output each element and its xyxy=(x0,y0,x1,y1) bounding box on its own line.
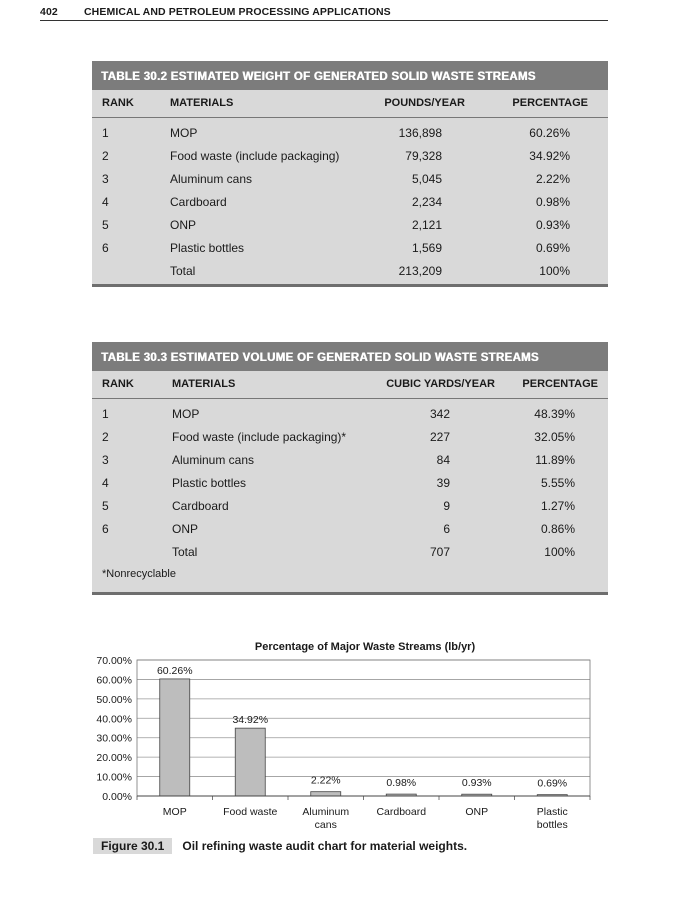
table-row xyxy=(92,168,608,191)
x-tick-label: Plastic xyxy=(536,806,568,818)
x-tick-label: Food waste xyxy=(223,806,278,818)
material-cell: Food waste (include packaging) xyxy=(170,149,340,163)
table-header-row xyxy=(92,371,608,399)
column-header-rank: RANK xyxy=(102,378,134,390)
material-cell: ONP xyxy=(172,522,199,536)
column-header-pounds: POUNDS/YEAR xyxy=(384,97,465,109)
amount-cell: 342 xyxy=(429,407,450,421)
table-row xyxy=(92,145,608,168)
y-tick-label: 20.00% xyxy=(96,752,132,765)
amount-cell: 6 xyxy=(443,522,450,536)
table-row xyxy=(92,122,608,145)
material-cell: ONP xyxy=(170,218,197,232)
x-tick-label: cans xyxy=(314,819,337,831)
material-cell: Plastic bottles xyxy=(170,241,245,255)
y-tick-label: 40.00% xyxy=(96,713,132,726)
rank-cell: 3 xyxy=(102,453,109,467)
material-cell: Plastic bottles xyxy=(172,476,247,490)
page-number: 402 xyxy=(40,6,58,18)
y-tick-label: 30.00% xyxy=(96,732,132,745)
material-cell: Total xyxy=(170,264,196,278)
x-tick-label: Aluminum xyxy=(302,806,350,818)
amount-cell: 227 xyxy=(429,430,450,444)
y-tick-label: 0.00% xyxy=(102,791,132,803)
column-header-materials: MATERIALS xyxy=(170,97,234,109)
table-volume xyxy=(92,342,608,595)
table-row xyxy=(92,403,608,426)
amount-cell: 707 xyxy=(429,545,450,559)
material-cell: Cardboard xyxy=(170,195,227,209)
percentage-cell: 32.05% xyxy=(534,430,575,444)
x-tick-label: ONP xyxy=(465,806,489,818)
y-tick-label: 50.00% xyxy=(96,693,132,706)
chart-canvas xyxy=(0,633,695,838)
bar xyxy=(235,728,265,796)
figure-caption xyxy=(93,838,467,854)
material-cell: Food waste (include packaging)* xyxy=(172,430,347,444)
percentage-cell: 2.22% xyxy=(535,172,570,186)
column-header-percentage: PERCENTAGE xyxy=(522,378,598,390)
table-weight xyxy=(92,61,608,287)
rank-cell: 4 xyxy=(102,195,109,209)
rank-cell: 1 xyxy=(102,126,109,140)
column-header-rank: RANK xyxy=(102,97,134,109)
table-row xyxy=(92,214,608,237)
table-row xyxy=(92,495,608,518)
percentage-cell: 0.86% xyxy=(540,522,575,536)
percentage-cell: 34.92% xyxy=(529,149,570,163)
amount-cell: 9 xyxy=(443,499,450,513)
y-tick-label: 70.00% xyxy=(96,655,132,667)
table-header-row xyxy=(92,90,608,118)
rank-cell: 2 xyxy=(102,149,109,163)
material-cell: Cardboard xyxy=(172,499,229,513)
rank-cell: 2 xyxy=(102,430,109,444)
column-header-cubic-yards: CUBIC YARDS/YEAR xyxy=(386,378,495,390)
data-label: 34.92% xyxy=(232,714,269,727)
table-caption: TABLE 30.3 ESTIMATED VOLUME OF GENERATED SOLID WASTE STREAMS xyxy=(92,342,608,371)
material-cell: MOP xyxy=(170,126,198,140)
table-row xyxy=(92,426,608,449)
data-label: 0.93% xyxy=(461,777,492,790)
table-caption: TABLE 30.2 ESTIMATED WEIGHT OF GENERATED SOLID WASTE STREAMS xyxy=(92,61,608,90)
column-header-percentage: PERCENTAGE xyxy=(512,97,588,109)
amount-cell: 2,234 xyxy=(411,195,442,209)
chart-title: Percentage of Major Waste Streams (lb/yr) xyxy=(254,641,476,653)
amount-cell: 39 xyxy=(436,476,450,490)
bar xyxy=(160,679,190,796)
amount-cell: 213,209 xyxy=(398,264,442,278)
bar-chart xyxy=(0,633,695,838)
amount-cell: 136,898 xyxy=(398,126,442,140)
data-label: 0.69% xyxy=(537,777,568,790)
table-row xyxy=(92,237,608,260)
table-body xyxy=(92,118,608,284)
rank-cell: 3 xyxy=(102,172,109,186)
plot-area xyxy=(137,660,590,796)
table-row-total xyxy=(92,541,608,564)
table-row-total xyxy=(92,260,608,283)
data-label: 0.98% xyxy=(386,777,417,790)
amount-cell: 1,569 xyxy=(411,241,442,255)
amount-cell: 5,045 xyxy=(411,172,442,186)
rank-cell: 5 xyxy=(102,218,109,232)
table-row xyxy=(92,191,608,214)
material-cell: MOP xyxy=(172,407,200,421)
material-cell: Aluminum cans xyxy=(172,453,255,467)
rank-cell: 4 xyxy=(102,476,109,490)
rank-cell: 1 xyxy=(102,407,109,421)
table-row xyxy=(92,472,608,495)
percentage-cell: 5.55% xyxy=(540,476,575,490)
x-tick-label: Cardboard xyxy=(376,806,427,818)
material-cell: Total xyxy=(172,545,198,559)
column-header-materials: MATERIALS xyxy=(172,378,236,390)
y-tick-label: 10.00% xyxy=(96,771,132,784)
rank-cell: 6 xyxy=(102,241,109,255)
percentage-cell: 0.69% xyxy=(535,241,570,255)
table-body xyxy=(92,399,608,564)
bar xyxy=(311,792,341,796)
rank-cell: 5 xyxy=(102,499,109,513)
percentage-cell: 100% xyxy=(544,545,575,559)
table-row xyxy=(92,449,608,472)
percentage-cell: 100% xyxy=(539,264,570,278)
percentage-cell: 0.93% xyxy=(535,218,570,232)
percentage-cell: 1.27% xyxy=(540,499,575,513)
figure-caption-text: Oil refining waste audit chart for material weights. xyxy=(182,839,468,853)
x-tick-label: MOP xyxy=(162,806,187,818)
material-cell: Aluminum cans xyxy=(170,172,253,186)
x-tick-label: bottles xyxy=(536,819,568,831)
amount-cell: 79,328 xyxy=(405,149,442,163)
amount-cell: 84 xyxy=(436,453,450,467)
percentage-cell: 0.98% xyxy=(535,195,570,209)
y-tick-label: 60.00% xyxy=(96,674,132,687)
amount-cell: 2,121 xyxy=(411,218,442,232)
running-head-title: CHEMICAL AND PETROLEUM PROCESSING APPLICATIONS xyxy=(84,6,391,18)
table-row xyxy=(92,518,608,541)
data-label: 2.22% xyxy=(310,774,341,787)
percentage-cell: 11.89% xyxy=(535,453,575,467)
percentage-cell: 60.26% xyxy=(529,126,570,140)
percentage-cell: 48.39% xyxy=(534,407,575,421)
running-head xyxy=(40,6,608,21)
figure-label: Figure 30.1 xyxy=(93,838,172,854)
rank-cell: 6 xyxy=(102,522,109,536)
table-footnote: *Nonrecyclable xyxy=(102,568,176,580)
data-label: 60.26% xyxy=(156,664,193,677)
